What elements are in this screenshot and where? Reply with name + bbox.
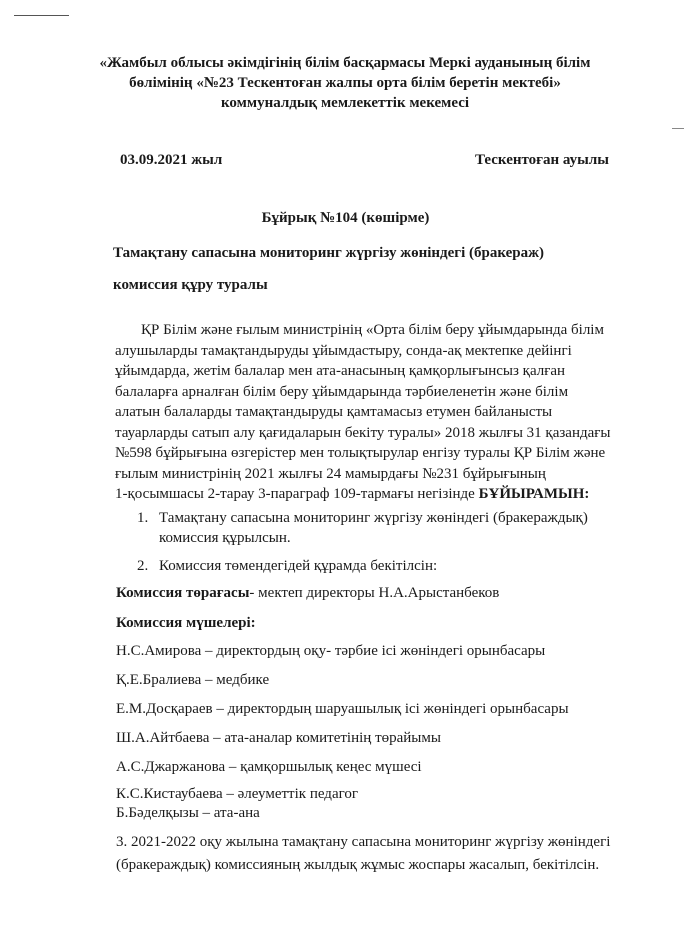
list-item-2 (137, 556, 637, 576)
chair-label: Комиссия төрағасы (116, 585, 250, 601)
decree-word: БҰЙЫРАМЫН: (478, 486, 590, 502)
order-place: Тескентоған ауылы (475, 152, 609, 168)
scan-mark (14, 15, 69, 16)
preamble-line: ғылым министрінің 2021 жылғы 24 мамырдағы №231 бұйрығының (115, 465, 546, 482)
member-line: Е.М.Досқараев – директордың шаруашылық ісі жөніндегі орынбасары (116, 701, 569, 717)
preamble-paragraph (115, 320, 675, 505)
institution-header (95, 53, 595, 113)
member-line: А.С.Джаржанова – қамқоршылық кеңес мүшесі (116, 759, 422, 775)
header-line: коммуналдық мемлекеттік мекемесі (220, 95, 470, 111)
preamble-text: 1-қосымшасы 2-тарау 3-параграф 109-тармағы негізінде (115, 486, 479, 502)
members-label: Комиссия мүшелері: (116, 615, 256, 631)
preamble-line: ҚР Білім және ғылым министрінің «Орта білім беру ұйымдарында білім (141, 322, 604, 338)
subject-line: Тамақтану сапасына мониторинг жүргізу жөніндегі (бракераж) (113, 245, 544, 261)
preamble-line: тауарларды сатып алу қағидаларын бекіту туралы» 2018 жылғы 31 қазандағы (115, 424, 611, 441)
commission-chair (116, 585, 499, 602)
member-line: К.С.Кистаубаева – әлеуметтік педагог (116, 786, 359, 802)
list-text: Тамақтану сапасына мониторинг жүргізу жөніндегі (бракераждық) (159, 510, 588, 526)
list-number: 1. (137, 510, 149, 526)
order-date: 03.09.2021 жыл (120, 152, 223, 168)
closing-line: (бракераждық) комиссияның жылдық жұмыс жоспары жасалып, бекітілсін. (116, 857, 600, 873)
preamble-line: алушыларды тамақтандыруды ұйымдастыру, сонда-ақ мектепке дейінгі (115, 342, 572, 359)
chair-text: - мектеп директоры Н.А.Арыстанбеков (249, 585, 500, 601)
member-line: Н.С.Амирова – директордың оқу- тәрбие ісі жөніндегі орынбасары (116, 643, 546, 659)
list-item-1 (137, 508, 637, 548)
member-line: Қ.Е.Бралиева – медбике (116, 672, 270, 688)
preamble-line: балаларға арналған білім беру ұйымдарында тәрбиеленетін және білім (115, 383, 569, 400)
preamble-line: №598 бұйрығына өзгерістер мен толықтырулар енгізу туралы ҚР Білім және (115, 445, 606, 461)
preamble-line: алатын балаларды тамақтандыруды қамтамасыз етумен байланысты (115, 404, 553, 420)
list-text: комиссия құрылсын. (159, 530, 291, 546)
list-text: Комиссия төмендегідей құрамда бекітілсін: (159, 558, 438, 574)
scan-mark (672, 128, 684, 129)
closing-item (116, 831, 610, 877)
header-line: бөлімінің «№23 Тескентоған жалпы орта білім беретін мектебі» (129, 75, 561, 91)
preamble-line (115, 484, 675, 505)
preamble-line: ұйымдарда, жетім балалар мен ата-анасының қамқорлығынсыз қалған (115, 363, 566, 379)
header-line: «Жамбыл облысы әкімдігінің білім басқармасы Меркі ауданының білім (99, 55, 591, 71)
order-title: Бұйрық №104 (көшірме) (261, 210, 430, 226)
member-line: Ш.А.Айтбаева – ата-аналар комитетінің төрайымы (116, 730, 441, 746)
subject-line: комиссия құру туралы (113, 277, 268, 293)
list-number: 2. (137, 558, 149, 574)
closing-line: 3. 2021-2022 оқу жылына тамақтану сапасына мониторинг жүргізу жөніндегі (116, 834, 611, 850)
order-subject (113, 237, 544, 301)
member-line: Б.Бәделқызы – ата-ана (116, 805, 260, 821)
